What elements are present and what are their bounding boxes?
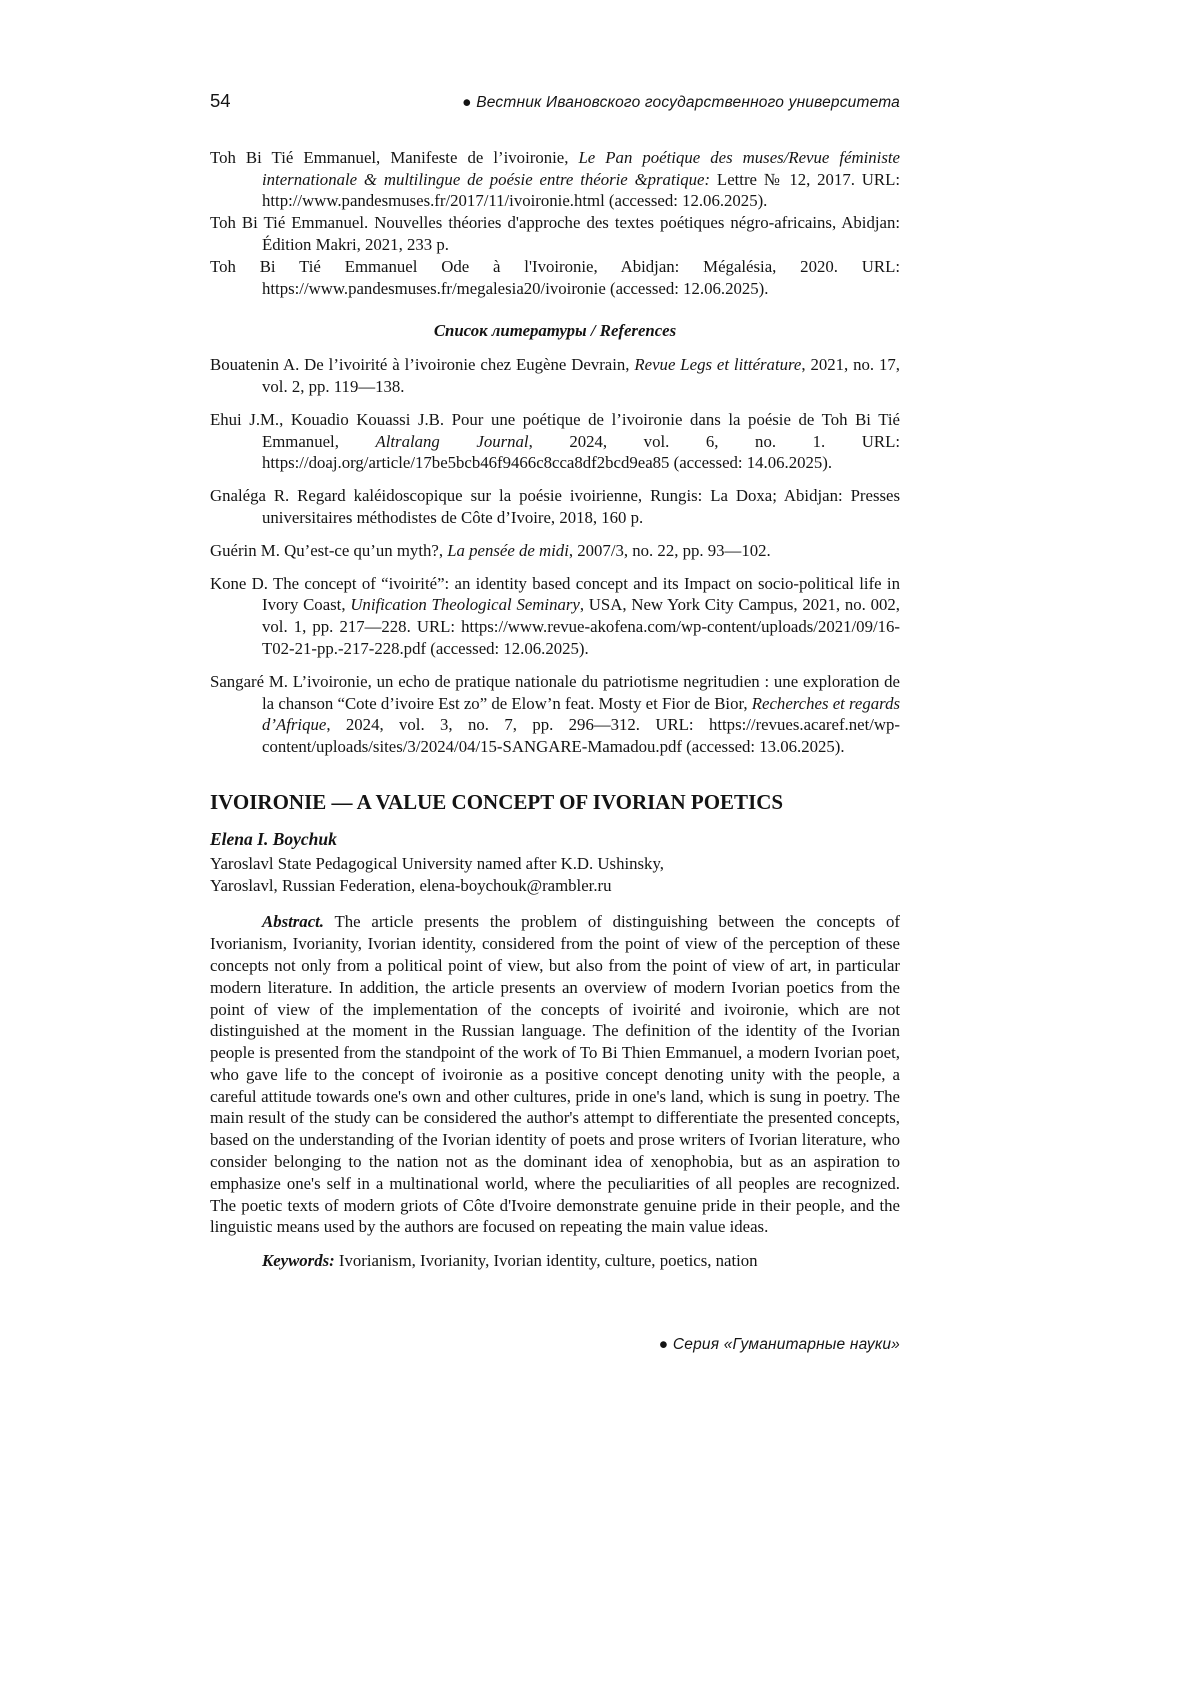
reference-italic-segment: La pensée de midi [447, 540, 569, 560]
page-header [210, 90, 900, 114]
reference-text-segment: Kone D. The concept of “ivoirité”: an identity based concept and its Impact on socio-political life in Ivory Coast, [210, 573, 900, 615]
abstract-text: The article presents the problem of distinguishing between the concepts of Ivorianism, Ivorianity, Ivorian identity, considered from the point of view of the perception of these concepts not only from a political point of view, but also from the point of view of art, in particular modern literature. In addition, the article presents an overview of modern Ivorian poetics from the point of view of the implementation of the concepts of ivoirité and ivoironie, which are not distinguished at the moment in the Russian language. The definition of the identity of the Ivorian people is presented from the standpoint of the work of To Bi Thien Emmanuel, a modern Ivorian poet, who gave life to the concept of ivoironie as a positive concept denoting unity with the people, a careful attitude towards one's own and other cultures, pride in one's land, which is sung in poetry. The main result of the study can be considered the author's attempt to differentiate the presented concepts, based on the understanding of the Ivorian identity of poets and prose writers of Ivorian literature, who consider belonging to the nation not as the dominant idea of xenophobia, but as an aspiration to emphasize one's self in a multinational world, where the peculiarities of all peoples are recognized. The poetic texts of modern griots of Côte d'Ivoire demonstrate genuine pride in their people, and the linguistic means used by the authors are focused on repeating the main value ideas. [210, 912, 900, 1237]
article-title: IVOIRONIE — A VALUE CONCEPT OF IVORIAN POETICS [210, 789, 784, 814]
reference-italic-segment: Unification Theological Seminary [350, 595, 580, 615]
reference-text-segment: Lettre № 12, 2017. URL: http://www.pandesmuses.fr/2017/11/ivoironie.html (accessed: 12.06.2025). [262, 169, 900, 211]
reference-text-segment: , 2007/3, no. 22, pp. 93—102. [568, 540, 771, 560]
reference-text-segment: , 2024, vol. 3, no. 7, pp. 296—312. URL: https://revues.acaref.net/wp-content/uploads/sites/3/2024/04/15-SANGARE-Mamadou.pdf (accessed: 13.06.2025). [262, 715, 900, 757]
author-name: Elena I. Boychuk [210, 828, 337, 849]
abstract-label: Abstract. [262, 912, 325, 932]
reference-italic-segment: Le Pan poétique des muses/Revue féministe internationale & multilingue de poésie entre théorie &pratique: [262, 147, 900, 189]
journal-header-title: ● Вестник Ивановского государственного университета [462, 94, 900, 111]
page-number: 54 [210, 90, 231, 111]
reference-text-segment: Gnaléga R. Regard kaléidoscopique sur la poésie ivoirienne, Rungis: La Doxa; Abidjan: Presses universitaires méthodistes de Côte d’Ivoire, 2018, 160 p. [210, 486, 900, 527]
reference-item [210, 540, 900, 562]
page-content [210, 0, 900, 1356]
reference-text-segment: Bouatenin A. De l’ivoirité à l’ivoironie chez Eugène Devrain, [210, 355, 635, 375]
reference-text-segment: Ehui J.M., Kouadio Kouassi J.B. Pour une poétique de l’ivoironie dans la poésie de Toh Bi Tié Emmanuel, [210, 409, 900, 451]
affiliation-line-1: Yaroslavl State Pedagogical University named after K.D. Ushinsky, [210, 853, 664, 873]
reference-item [210, 256, 900, 300]
keywords-paragraph [210, 1250, 900, 1272]
abstract-paragraph [210, 911, 900, 1238]
reference-italic-segment: Recherches et regards d’Afrique [262, 693, 900, 735]
series-footer: ● Серия «Гуманитарные науки» [658, 1336, 900, 1354]
references-list [210, 354, 900, 758]
reference-item [210, 212, 900, 256]
reference-item [210, 409, 900, 474]
reference-item [210, 573, 900, 660]
reference-text-segment: Toh Bi Tié Emmanuel. Nouvelles théories d'approche des textes poétiques négro-africains, Abidjan: Édition Makri, 2021, 233 p. [210, 213, 900, 254]
reference-italic-segment: Revue Legs et littérature [634, 355, 802, 375]
reference-italic-segment: Altralang Journal [375, 431, 529, 451]
reference-item [210, 671, 900, 758]
reference-text-segment: , 2024, vol. 6, no. 1. URL: https://doaj.org/article/17be5bcb46f9466c8cca8df2bcd9ea85 (accessed: 14.06.2025). [262, 431, 900, 473]
keywords-label: Keywords: [262, 1251, 335, 1271]
affiliation-line-2: Yaroslavl, Russian Federation, elena-boychouk@rambler.ru [210, 875, 612, 895]
references-section-heading: Список литературы / References [433, 321, 677, 341]
preceding-references-block [210, 147, 900, 300]
reference-text-segment: Guérin M. Qu’est-ce qu’un myth?, [210, 540, 448, 560]
reference-text-segment: Toh Bi Tié Emmanuel Ode à l'Ivoironie, Abidjan: Mégalésia, 2020. URL: https://www.pandesmuses.fr/megalesia20/ivoironie (accessed: 12.06.2025). [210, 256, 900, 298]
keywords-text: Ivorianism, Ivorianity, Ivorian identity, culture, poetics, nation [334, 1251, 758, 1271]
reference-item [210, 485, 900, 529]
reference-text-segment: Toh Bi Tié Emmanuel, Manifeste de l’ivoironie, [210, 147, 579, 167]
reference-item [210, 147, 900, 212]
reference-item [210, 354, 900, 398]
reference-text-segment: Sangaré M. L’ivoironie, un echo de pratique nationale du patriotisme negritudien : une exploration de la chanson “Cote d’ivoire Est zo” de Elow’n feat. Mosty et Fior de Bior, [210, 671, 900, 713]
reference-text-segment: , USA, New York City Campus, 2021, no. 002, vol. 1, pp. 217—228. URL: https://www.revue-akofena.com/wp-content/uploads/2021/09/16-T02-21-pp.-217-228.pdf (accessed: 12.06.2025). [262, 595, 901, 658]
reference-text-segment: , 2021, no. 17, vol. 2, pp. 119—138. [262, 355, 900, 396]
